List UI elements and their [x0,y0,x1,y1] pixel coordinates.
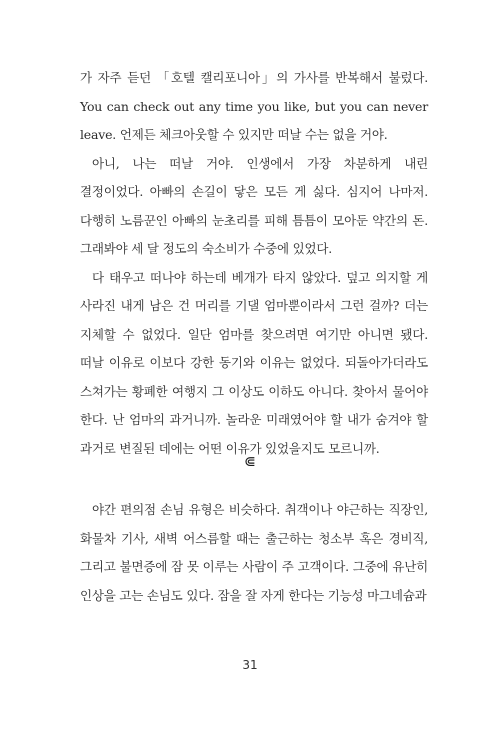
paragraph-continued: 가 자주 듣던 「호텔 캘리포니아」의 가사를 반복해서 불렀다. You can check out any time you like, but you can never leave. 언제든 체크아웃할 수 있지만 떠날 수는 없을 거야. [80,70,428,142]
section-two-text [80,496,428,610]
paragraph: 다 태우고 떠나야 하는데 베개가 타지 않았다. 덮고 의지할 게 사라진 내게 남은 건 머리를 기댈 엄마뿐이라서 그런 걸까? 더는 지체할 수 없었다. 일단 엄마를 찾으려면 여기만 아니면 됐다. 떠날 이유로 이보다 강한 동기와 이유는 없었다. 되돌아가더라도 스쳐가는 황폐한 여행지 그 이상도 이하도 아니다. 찾아서 물어야 한다. 난 엄마의 과거니까. 놀라운 미래였어야 할 내가 숨겨야 할 과거로 변질된 데에는 어떤 이유가 있었을지도 모르니까. [80,269,428,456]
section-separator-icon: ⋐ [244,454,256,470]
paragraph: 아니, 나는 떠날 거야. 인생에서 가장 차분하게 내린 결정이었다. 아빠의 손길이 닿은 모든 게 싫다. 심지어 나마저. 다행히 노름꾼인 아빠의 눈초리를 피해 틈틈이 모아둔 약간의 돈. 그래봐야 세 달 정도의 숙소비가 수중에 있었다. [80,155,428,256]
page-number: 31 [242,658,258,672]
paragraph: 야간 편의점 손님 유형은 비슷하다. 취객이나 야근하는 직장인, 화물차 기사, 새벽 어스름할 때는 출근하는 청소부 혹은 경비직, 그리고 불면증에 잠 못 이루는 사람이 주 고객이다. 그중에 유난히 인상을 고는 손님도 있다. 잠을 잘 자게 한다는 기능성 마그네슘과 [80,502,428,603]
section-one-text [80,64,428,463]
